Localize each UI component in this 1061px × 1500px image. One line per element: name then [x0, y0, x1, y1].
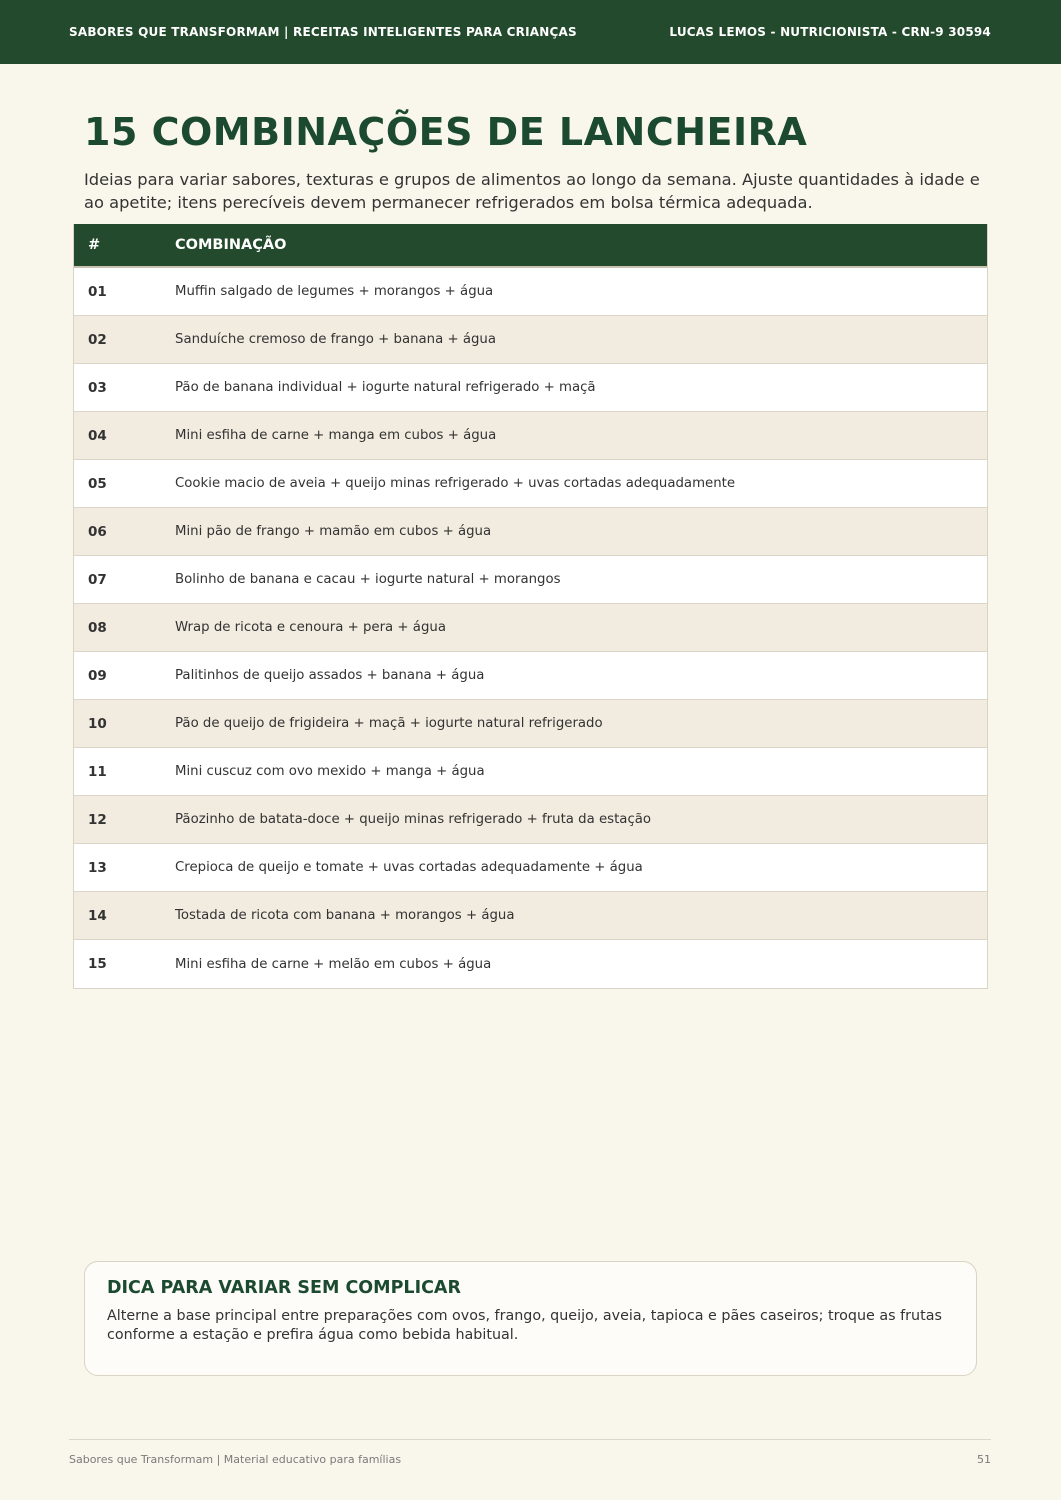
row-number: 04: [88, 427, 107, 444]
intro-paragraph: Ideias para variar sabores, texturas e grupos de alimentos ao longo da semana. Ajuste quantidades à idade e ao apetite; itens perecíveis devem permanecer refrigerados em bolsa térmica adequada.: [84, 170, 980, 212]
table-row: [74, 892, 987, 940]
table-body: [74, 268, 987, 988]
table-row: [74, 652, 987, 700]
row-combination: Pão de queijo de frigideira + maçã + iogurte natural refrigerado: [175, 716, 603, 731]
footer-text: Sabores que Transformam | Material educativo para famílias: [69, 1453, 402, 1466]
tip-text: Alterne a base principal entre preparações com ovos, frango, queijo, aveia, tapioca e pães caseiros; troque as frutas conforme a estação e prefira água como bebida habitual.: [107, 1308, 942, 1343]
row-combination: Palitinhos de queijo assados + banana + água: [175, 668, 485, 683]
tip-box: [84, 1261, 977, 1376]
row-combination: Bolinho de banana e cacau + iogurte natural + morangos: [175, 572, 561, 587]
page-number: 51: [977, 1453, 991, 1466]
row-combination: Mini pão de frango + mamão em cubos + água: [175, 524, 492, 539]
page-header: [0, 0, 1061, 64]
header-title: SABORES QUE TRANSFORMAM | RECEITAS INTELIGENTES PARA CRIANÇAS: [69, 25, 577, 39]
table-header: [74, 224, 987, 268]
row-number: 03: [88, 379, 107, 396]
row-combination: Muffin salgado de legumes + morangos + água: [175, 284, 494, 299]
row-number: 09: [88, 667, 107, 684]
table-row: [74, 460, 987, 508]
table-row: [74, 508, 987, 556]
row-number: 14: [88, 907, 107, 924]
table-row: [74, 940, 987, 988]
row-combination: Mini cuscuz com ovo mexido + manga + água: [175, 764, 485, 779]
row-number: 01: [88, 283, 107, 300]
row-combination: Sanduíche cremoso de frango + banana + água: [175, 332, 497, 347]
row-combination: Crepioca de queijo e tomate + uvas cortadas adequadamente + água: [175, 860, 643, 875]
table-row: [74, 604, 987, 652]
row-number: 15: [88, 956, 107, 972]
table-row: [74, 556, 987, 604]
page-footer: [69, 1453, 991, 1466]
row-combination: Tostada de ricota com banana + morangos + água: [175, 908, 515, 923]
footer-divider: [69, 1439, 991, 1440]
table-row: [74, 316, 987, 364]
table-row: [74, 268, 987, 316]
row-combination: Cookie macio de aveia + queijo minas refrigerado + uvas cortadas adequadamente: [175, 476, 736, 491]
table-row: [74, 844, 987, 892]
header-number: #: [88, 237, 101, 253]
header-author: LUCAS LEMOS - NUTRICIONISTA - CRN-9 30594: [669, 25, 991, 39]
row-number: 05: [88, 475, 107, 492]
table-row: [74, 412, 987, 460]
combinations-table: [73, 224, 988, 989]
row-number: 13: [88, 859, 107, 876]
row-number: 11: [88, 763, 107, 780]
table-row: [74, 700, 987, 748]
row-combination: Wrap de ricota e cenoura + pera + água: [175, 620, 446, 635]
table-row: [74, 364, 987, 412]
row-number: 10: [88, 715, 107, 732]
table-row: [74, 748, 987, 796]
header-combination: COMBINAÇÃO: [175, 237, 287, 253]
row-number: 08: [88, 619, 107, 636]
row-number: 06: [88, 523, 107, 540]
row-combination: Mini esfiha de carne + melão em cubos + água: [175, 956, 492, 972]
tip-title: DICA PARA VARIAR SEM COMPLICAR: [107, 1278, 461, 1298]
row-combination: Pãozinho de batata-doce + queijo minas refrigerado + fruta da estação: [175, 812, 652, 827]
row-number: 12: [88, 811, 107, 828]
row-combination: Pão de banana individual + iogurte natural refrigerado + maçã: [175, 380, 596, 395]
row-number: 02: [88, 331, 107, 348]
row-number: 07: [88, 571, 107, 588]
table-row: [74, 796, 987, 844]
row-combination: Mini esfiha de carne + manga em cubos + água: [175, 428, 497, 443]
page-title: 15 COMBINAÇÕES DE LANCHEIRA: [84, 110, 808, 154]
